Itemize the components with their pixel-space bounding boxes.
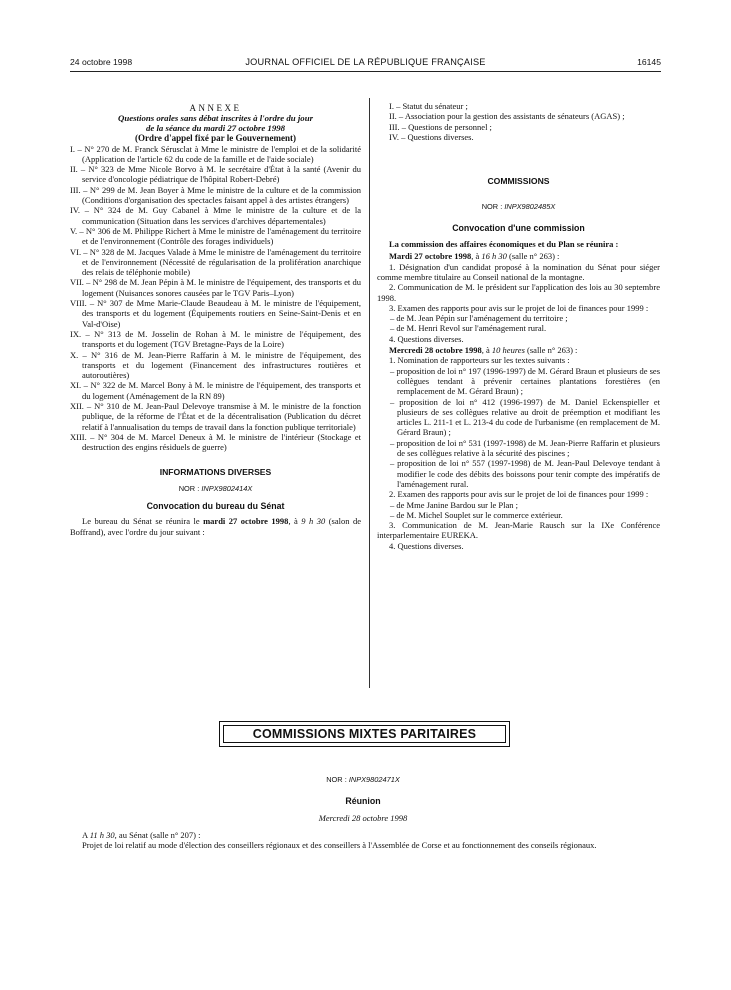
commission-day-1: Mardi 27 octobre 1998, à 16 h 30 (salle n° 263) : (389, 251, 560, 262)
agenda-item: 4. Questions diverses. (389, 333, 464, 344)
annexe-order: (Ordre d'appel fixé par le Gouvernement) (135, 133, 296, 144)
informations-title: INFORMATIONS DIVERSES (159, 466, 272, 477)
annexe-title: ANNEXE (189, 103, 242, 113)
question-item: VIII. – N° 307 de Mme Marie-Claude Beaudeau à M. le ministre de l'équipement, des transports et du logement (Équipements routiers en Seine-Saint-Denis et en Val-d'Oise) (70, 298, 361, 329)
question-item: XII. – N° 310 de M. Jean-Paul Delevoye transmise à M. le ministre de la fonction publique, de la réforme de l'État et de la décentralisation (Publication du décret relatif à l'annualisation du temps de travail dans la fonction publique territoriale) (70, 401, 361, 432)
commissions-nor: NOR : INPX9802485X (481, 202, 556, 212)
cmp-line-2: Projet de loi relatif au mode d'élection des conseillers régionaux et des conseillers à l'Assemblée de Corse et au fonctionnement des conseils régionaux. (82, 840, 597, 850)
agenda-subitem: – proposition de loi n° 412 (1996-1997) de M. Daniel Eckenspieller et plusieurs de ses collègues relative au droit de préemption et modifiant les articles L. 211-1 et L. 213-4 du code de l'urbanisme (en remplacement de M. Gérard Braun) ; (390, 396, 660, 438)
cmp-title: COMMISSIONS MIXTES PARITAIRES (252, 727, 477, 741)
agenda-item: 4. Questions diverses. (389, 540, 464, 551)
agenda-item: 2. Communication de M. le président sur l'application des lois au 30 septembre 1998. (377, 282, 660, 303)
column-divider (369, 98, 370, 688)
agenda-subitem: – de M. Jean Pépin sur l'aménagement du territoire ; (390, 313, 568, 324)
question-item: IV. – N° 324 de M. Guy Cabanel à Mme le ministre de la culture et de la communication (Situation dans les services d'archives départementales) (70, 205, 361, 226)
cmp-section (70, 775, 656, 851)
journal-title: JOURNAL OFFICIEL DE LA RÉPUBLIQUE FRANÇAISE (245, 57, 486, 67)
question-item: IX. – N° 313 de M. Josselin de Rohan à M. le ministre de l'équipement, des transports et du logement (TGV Bretagne-Pays de la Loire) (70, 328, 361, 350)
question-item: V. – N° 306 de M. Philippe Richert à Mme le ministre de l'aménagement du territoire et de l'environnement (Contrôle des forages individuels) (70, 225, 361, 247)
question-item: II. – N° 323 de Mme Nicole Borvo à M. le secrétaire d'État à la santé (Avenir du service d'oncologie pédiatrique de l'hôpital Robert-Debré) (70, 164, 361, 185)
agenda-subitem: – de M. Michel Souplet sur le commerce extérieur. (390, 509, 563, 520)
commission-intro: La commission des affaires économiques et du Plan se réunira : (389, 239, 619, 250)
question-item: XI. – N° 322 de M. Marcel Bony à M. le ministre de l'équipement, des transports et du logement (Aménagement de la RN 89) (70, 380, 361, 401)
annexe-subtitle-1: Questions orales sans débat inscrites à l'ordre du jour (117, 113, 314, 124)
agenda-item: 3. Communication de M. Jean-Marie Rausch sur la IXe Conférence interparlementaire EUREKA. (377, 520, 660, 541)
cmp-title-box (219, 721, 510, 747)
commission-day-2: Mercredi 28 octobre 1998, à 10 heures (salle n° 263) : (389, 345, 578, 356)
page-header (70, 57, 661, 71)
agenda-item: 1. Nomination de rapporteurs sur les textes suivants : (389, 355, 570, 366)
informations-nor: NOR : INPX9802414X (178, 483, 253, 493)
cmp-nor: NOR : INPX9802471X (326, 775, 400, 784)
commissions-title: COMMISSIONS (487, 176, 550, 187)
agenda-item: 2. Examen des rapports pour avis sur le projet de loi de finances pour 1999 : (389, 489, 649, 500)
question-item: I. – N° 270 de M. Franck Sérusclat à Mme le ministre de l'emploi et de la solidarité (Application de l'article 62 du code de la famille et de l'aide sociale) (70, 143, 361, 164)
question-item: VI. – N° 328 de M. Jacques Valade à Mme le ministre de l'aménagement du territoire et de l'environnement (Nécessité de régularisation de la prolifération anarchique des relais de téléphonie mobile) (70, 246, 361, 278)
annexe-subtitle-2: de la séance du mardi 27 octobre 1998 (145, 123, 286, 134)
bureau-agenda-item: I. – Statut du sénateur ; (389, 101, 468, 111)
question-item: XIII. – N° 304 de M. Marcel Deneux à M. le ministre de l'intérieur (Stockage et destruction des engins résiduels de guerre) (70, 431, 361, 453)
bureau-agenda-item: IV. – Questions diverses. (389, 131, 474, 142)
agenda-item: 1. Désignation d'un candidat proposé à la nomination du Sénat pour siéger comme membre titulaire au Conseil national de la montagne. (377, 261, 660, 282)
bureau-agenda-item: III. – Questions de personnel ; (389, 121, 492, 132)
bureau-agenda-item: II. – Association pour la gestion des assistants de sénateurs (AGAS) ; (389, 111, 625, 122)
question-item: X. – N° 316 de M. Jean-Pierre Raffarin à M. le ministre de l'équipement, des transports et du logement (Financement des infrastructures routières et autoroutières) (70, 349, 361, 381)
agenda-subitem: – de Mme Janine Bardou sur le Plan ; (390, 499, 518, 510)
bureau-convocation-title: Convocation du bureau du Sénat (146, 501, 285, 512)
agenda-subitem: – de M. Henri Revol sur l'aménagement rural. (390, 323, 547, 334)
agenda-subitem: – proposition de loi n° 197 (1996-1997) de M. Gérard Braun et plusieurs de ses collègues tendant à prévenir certaines plantations forestières (en remplacement de M. Gérard Braun) ; (390, 365, 660, 397)
bureau-convocation-text: Le bureau du Sénat se réunira le mardi 27 octobre 1998, à 9 h 30 (salon de Boffrand), avec l'ordre du jour suivant : (70, 516, 361, 537)
cmp-date: Mercredi 28 octobre 1998 (318, 813, 408, 823)
agenda-subitem: – proposition de loi n° 557 (1997-1998) de M. Jean-Paul Delevoye tendant à modifier le code des débits des boissons pour tenir compte des impératifs de l'aménagement rural. (390, 458, 660, 489)
question-item: VII. – N° 298 de M. Jean Pépin à M. le ministre de l'équipement, des transports et du logement (Nuisances sonores causées par le TGV Paris–Lyon) (70, 277, 361, 298)
agenda-item: 3. Examen des rapports pour avis sur le projet de loi de finances pour 1999 : (389, 302, 649, 313)
commission-convocation-title: Convocation d'une commission (452, 222, 585, 233)
cmp-reunion: Réunion (345, 795, 381, 806)
header-date: 24 octobre 1998 (70, 57, 133, 67)
left-column (70, 103, 361, 537)
right-column (377, 101, 660, 551)
question-item: III. – N° 299 de M. Jean Boyer à Mme le ministre de la culture et de la commission (Conditions d'organisation des spectacles faisant appel à des artistes étrangers) (70, 184, 361, 206)
header-rule (70, 71, 661, 72)
agenda-subitem: – proposition de loi n° 531 (1997-1998) de M. Jean-Pierre Raffarin et plusieurs de ses collègues relative à la sécurité des piscines ; (390, 437, 660, 459)
page-number: 16145 (637, 57, 661, 67)
cmp-line-1: A 11 h 30, au Sénat (salle n° 207) : (82, 829, 201, 840)
